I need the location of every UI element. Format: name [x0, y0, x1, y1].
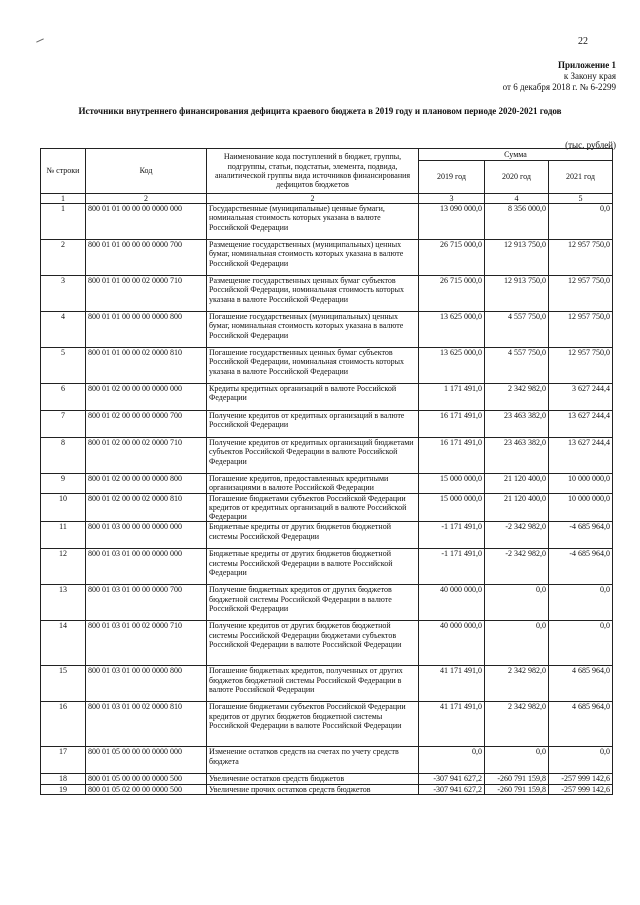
cell-v2020: -260 791 159,8	[485, 774, 549, 784]
cell-no: 6	[41, 384, 86, 411]
column-index: 1	[41, 194, 86, 204]
cell-v2019: 41 171 491,0	[419, 666, 485, 702]
cell-code: 800 01 02 00 00 00 0000 700	[86, 411, 207, 438]
cell-v2019: -1 171 491,0	[419, 549, 485, 585]
column-index: 2	[207, 194, 419, 204]
cell-v2020: 8 356 000,0	[485, 204, 549, 240]
cell-name: Погашение бюджетами субъектов Российской Федерации кредитов от других бюджетов бюджетной системы Российской Федерации в валюте Российской Федерации	[207, 702, 419, 747]
cell-code: 800 01 02 00 00 00 0000 000	[86, 384, 207, 411]
header-2019: 2019 год	[419, 161, 485, 194]
table-row	[41, 784, 613, 794]
cell-v2019: 1 171 491,0	[419, 384, 485, 411]
cell-v2021: 4 685 964,0	[549, 666, 613, 702]
table-body	[41, 204, 613, 795]
cell-code: 800 01 01 00 00 02 0000 810	[86, 348, 207, 384]
appendix-block	[503, 60, 616, 93]
cell-name: Погашение кредитов, предоставленных кредитными организациями в валюте Российской Федерации	[207, 474, 419, 494]
table-row	[41, 276, 613, 312]
header-sum: Сумма	[419, 149, 613, 161]
cell-v2021: 0,0	[549, 585, 613, 621]
cell-code: 800 01 03 01 00 02 0000 810	[86, 702, 207, 747]
cell-code: 800 01 03 01 00 00 0000 000	[86, 549, 207, 585]
cell-v2021: 10 000 000,0	[549, 493, 613, 522]
cell-v2021: 0,0	[549, 747, 613, 774]
cell-no: 4	[41, 312, 86, 348]
cell-v2020: -2 342 982,0	[485, 522, 549, 549]
cell-no: 3	[41, 276, 86, 312]
cell-v2020: 2 342 982,0	[485, 702, 549, 747]
cell-name: Изменение остатков средств на счетах по учету средств бюджета	[207, 747, 419, 774]
cell-name: Увеличение остатков средств бюджетов	[207, 774, 419, 784]
table-row	[41, 621, 613, 666]
cell-v2019: 40 000 000,0	[419, 585, 485, 621]
cell-name: Погашение государственных (муниципальных) ценных бумаг, номинальная стоимость которых указана в валюте Российской Федерации	[207, 312, 419, 348]
cell-name: Получение кредитов от других бюджетов бюджетной системы Российской Федерации бюджетами субъектов Российской Федерации в валюте Российской Федерации	[207, 621, 419, 666]
header-2021: 2021 год	[549, 161, 613, 194]
cell-v2020: 4 557 750,0	[485, 312, 549, 348]
cell-v2021: 12 957 750,0	[549, 312, 613, 348]
cell-v2020: 23 463 382,0	[485, 438, 549, 474]
cell-v2020: -2 342 982,0	[485, 549, 549, 585]
table-row	[41, 774, 613, 784]
cell-v2019: 0,0	[419, 747, 485, 774]
column-index: 2	[86, 194, 207, 204]
table-row	[41, 549, 613, 585]
cell-no: 16	[41, 702, 86, 747]
table-row	[41, 411, 613, 438]
cell-code: 800 01 02 00 00 02 0000 710	[86, 438, 207, 474]
cell-code: 800 01 02 00 00 02 0000 810	[86, 493, 207, 522]
cell-code: 800 01 05 02 00 00 0000 500	[86, 784, 207, 794]
cell-v2020: 12 913 750,0	[485, 240, 549, 276]
cell-no: 2	[41, 240, 86, 276]
cell-no: 1	[41, 204, 86, 240]
cell-v2021: 3 627 244,4	[549, 384, 613, 411]
cell-code: 800 01 01 00 00 02 0000 710	[86, 276, 207, 312]
cell-no: 19	[41, 784, 86, 794]
financing-table	[40, 148, 613, 795]
table-row	[41, 438, 613, 474]
cell-v2020: 2 342 982,0	[485, 666, 549, 702]
cell-name: Кредиты кредитных организаций в валюте Российской Федерации	[207, 384, 419, 411]
cell-v2019: -1 171 491,0	[419, 522, 485, 549]
cell-v2019: 15 000 000,0	[419, 474, 485, 494]
header-2020: 2020 год	[485, 161, 549, 194]
cell-name: Государственные (муниципальные) ценные бумаги, номинальная стоимость которых указана в валюте Российской Федерации	[207, 204, 419, 240]
cell-no: 8	[41, 438, 86, 474]
table-row	[41, 702, 613, 747]
cell-code: 800 01 01 00 00 00 0000 000	[86, 204, 207, 240]
cell-v2019: 16 171 491,0	[419, 438, 485, 474]
cell-name: Погашение бюджетами субъектов Российской Федерации кредитов от кредитных организаций в валюте Российской Федерации	[207, 493, 419, 522]
cell-v2019: 13 625 000,0	[419, 348, 485, 384]
cell-v2021: 4 685 964,0	[549, 702, 613, 747]
cell-v2021: 13 627 244,4	[549, 411, 613, 438]
cell-v2021: -257 999 142,6	[549, 774, 613, 784]
cell-v2020: 23 463 382,0	[485, 411, 549, 438]
cell-v2019: -307 941 627,2	[419, 784, 485, 794]
cell-v2019: -307 941 627,2	[419, 774, 485, 784]
cell-v2019: 40 000 000,0	[419, 621, 485, 666]
scan-mark	[36, 38, 44, 42]
cell-v2019: 13 625 000,0	[419, 312, 485, 348]
cell-no: 5	[41, 348, 86, 384]
cell-name: Погашение бюджетных кредитов, полученных от других бюджетов бюджетной системы Российской Федерации в валюте Российской Федерации	[207, 666, 419, 702]
appendix-line1: к Закону края	[563, 71, 616, 81]
cell-v2021: 12 957 750,0	[549, 348, 613, 384]
table-row	[41, 312, 613, 348]
cell-v2020: 4 557 750,0	[485, 348, 549, 384]
cell-code: 800 01 01 00 00 00 0000 800	[86, 312, 207, 348]
cell-name: Получение бюджетных кредитов от других бюджетов бюджетной системы Российской Федерации в валюте Российской Федерации	[207, 585, 419, 621]
cell-v2019: 13 090 000,0	[419, 204, 485, 240]
cell-no: 18	[41, 774, 86, 784]
table-row	[41, 384, 613, 411]
cell-no: 12	[41, 549, 86, 585]
cell-v2019: 26 715 000,0	[419, 240, 485, 276]
cell-v2021: -257 999 142,6	[549, 784, 613, 794]
page-number: 22	[578, 36, 588, 47]
cell-v2020: 2 342 982,0	[485, 384, 549, 411]
table-row	[41, 348, 613, 384]
table-row	[41, 747, 613, 774]
cell-name: Получение кредитов от кредитных организаций бюджетами субъектов Российской Федерации в валюте Российской Федерации	[207, 438, 419, 474]
cell-v2021: 12 957 750,0	[549, 276, 613, 312]
cell-code: 800 01 03 00 00 00 0000 000	[86, 522, 207, 549]
table-row	[41, 474, 613, 494]
table-row	[41, 204, 613, 240]
cell-v2021: 13 627 244,4	[549, 438, 613, 474]
units-label: (тыс. рублей)	[565, 140, 616, 150]
column-index: 5	[549, 194, 613, 204]
cell-no: 13	[41, 585, 86, 621]
cell-no: 15	[41, 666, 86, 702]
cell-code: 800 01 05 00 00 00 0000 500	[86, 774, 207, 784]
column-index: 4	[485, 194, 549, 204]
cell-code: 800 01 02 00 00 00 0000 800	[86, 474, 207, 494]
cell-code: 800 01 01 00 00 00 0000 700	[86, 240, 207, 276]
document-title: Источники внутреннего финансирования дефицита краевого бюджета в 2019 году и плановом периоде 2020-2021 годов	[78, 106, 562, 116]
cell-v2021: 12 957 750,0	[549, 240, 613, 276]
cell-code: 800 01 03 01 00 00 0000 800	[86, 666, 207, 702]
cell-v2020: 0,0	[485, 585, 549, 621]
cell-no: 17	[41, 747, 86, 774]
cell-name: Бюджетные кредиты от других бюджетов бюджетной системы Российской Федерации в валюте Российской Федерации	[207, 549, 419, 585]
cell-name: Бюджетные кредиты от других бюджетов бюджетной системы Российской Федерации	[207, 522, 419, 549]
cell-v2020: 21 120 400,0	[485, 493, 549, 522]
cell-no: 11	[41, 522, 86, 549]
table-row	[41, 493, 613, 522]
cell-no: 14	[41, 621, 86, 666]
cell-v2019: 41 171 491,0	[419, 702, 485, 747]
cell-v2020: 0,0	[485, 621, 549, 666]
table-row	[41, 666, 613, 702]
cell-v2021: 0,0	[549, 204, 613, 240]
cell-no: 7	[41, 411, 86, 438]
cell-code: 800 01 03 01 00 02 0000 710	[86, 621, 207, 666]
header-code: Код	[86, 149, 207, 194]
cell-v2021: -4 685 964,0	[549, 549, 613, 585]
table-row	[41, 240, 613, 276]
cell-v2019: 15 000 000,0	[419, 493, 485, 522]
cell-v2020: 0,0	[485, 747, 549, 774]
header-row-no: № строки	[41, 149, 86, 194]
cell-name: Погашение государственных ценных бумаг субъектов Российской Федерации, номинальная стоимость которых указана в валюте Российской Федерации	[207, 348, 419, 384]
appendix-title: Приложение 1	[557, 60, 616, 70]
cell-code: 800 01 03 01 00 00 0000 700	[86, 585, 207, 621]
cell-no: 10	[41, 493, 86, 522]
cell-name: Получение кредитов от кредитных организаций в валюте Российской Федерации	[207, 411, 419, 438]
cell-v2020: 21 120 400,0	[485, 474, 549, 494]
cell-v2021: 10 000 000,0	[549, 474, 613, 494]
cell-v2019: 16 171 491,0	[419, 411, 485, 438]
cell-v2021: 0,0	[549, 621, 613, 666]
cell-v2020: 12 913 750,0	[485, 276, 549, 312]
cell-no: 9	[41, 474, 86, 494]
column-index: 3	[419, 194, 485, 204]
cell-name: Размещение государственных (муниципальных) ценных бумаг, номинальная стоимость которых указана в валюте Российской Федерации	[207, 240, 419, 276]
cell-v2019: 26 715 000,0	[419, 276, 485, 312]
cell-name: Размещение государственных ценных бумаг субъектов Российской Федерации, номинальная стоимость которых указана в валюте Российской Федерации	[207, 276, 419, 312]
table-row	[41, 522, 613, 549]
appendix-line2: от 6 декабря 2018 г. № 6-2299	[502, 82, 616, 92]
table-row	[41, 585, 613, 621]
header-name: Наименование кода поступлений в бюджет, группы, подгруппы, статьи, подстатьи, элемента, подвида, аналитической группы вида источников финансирования дефицитов бюджетов	[207, 149, 419, 194]
cell-name: Увеличение прочих остатков средств бюджетов	[207, 784, 419, 794]
cell-code: 800 01 05 00 00 00 0000 000	[86, 747, 207, 774]
cell-v2021: -4 685 964,0	[549, 522, 613, 549]
cell-v2020: -260 791 159,8	[485, 784, 549, 794]
